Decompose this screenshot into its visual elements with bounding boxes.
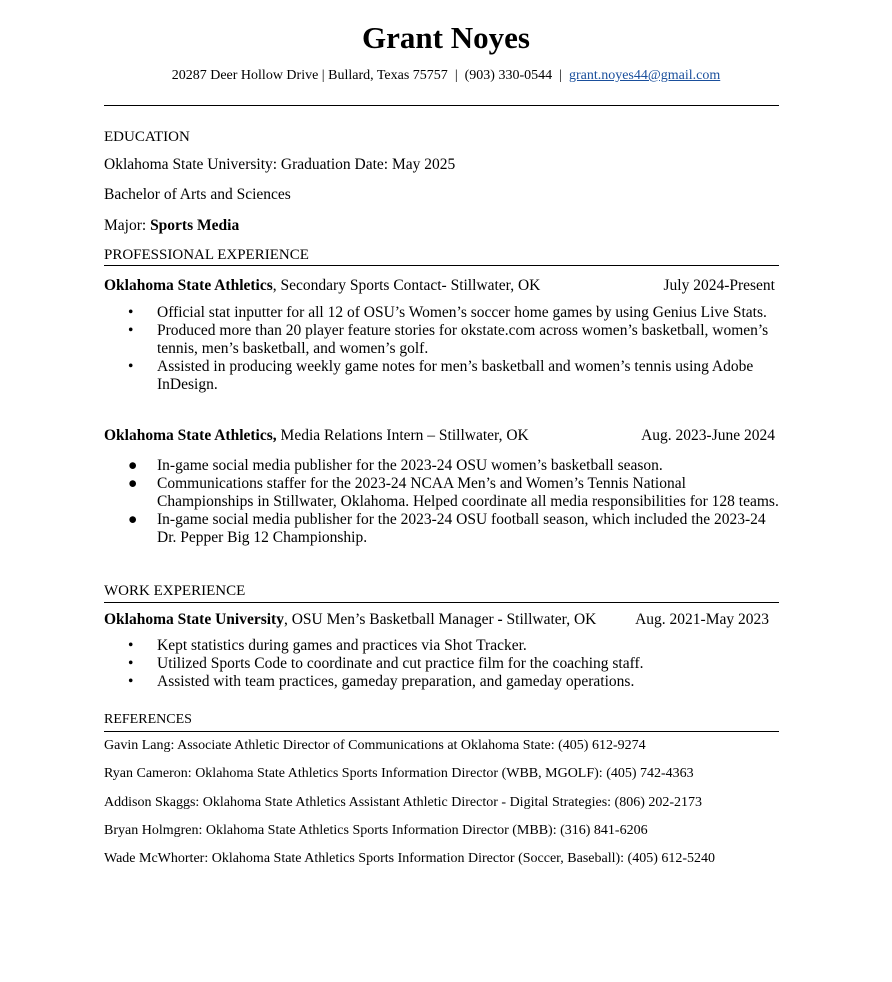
references-divider [104, 731, 779, 732]
job-org: Oklahoma State Athletics [104, 277, 273, 294]
list-item: • Utilized Sports Code to coordinate and cut practice film for the coaching staff. [128, 655, 644, 672]
job-org: Oklahoma State Athletics, [104, 427, 277, 444]
bullet-marker: ● [128, 511, 138, 528]
list-item: • Assisted in producing weekly game notes for men’s basketball and women’s tennis using Adobe InDesign. [128, 358, 754, 393]
bullet-marker: • [128, 358, 134, 375]
job-location: Stillwater, OK [506, 611, 597, 628]
job-bullets [128, 304, 780, 394]
job-role: , OSU Men’s Basketball Manager [283, 611, 494, 628]
address: 20287 Deer Hollow Drive | Bullard, Texas 75757 [171, 68, 448, 83]
bullet-marker: • [128, 637, 134, 654]
list-item: • Assisted with team practices, gameday preparation, and gameday operations. [128, 673, 635, 690]
education-title: EDUCATION [104, 129, 190, 145]
major-value: Sports Media [150, 217, 240, 234]
job-org: Oklahoma State University [104, 611, 284, 628]
bullet-marker: ● [128, 457, 138, 474]
contact-line [0, 67, 892, 85]
reference-item: Wade McWhorter: Oklahoma State Athletics Sports Information Director (Soccer, Baseball): (405) 612-5240 [104, 851, 716, 866]
phone: (903) 330-0544 [464, 68, 553, 83]
list-item: ● Communications staffer for the 2023-24 NCAA Men’s and Women’s Tennis National Championships in Stillwater, Oklahoma. Helped coordinate all media responsibilities for 128 teams. [128, 475, 779, 510]
separator: | [454, 68, 458, 83]
reference-item: Ryan Cameron: Oklahoma State Athletics Sports Information Director (WBB, MGOLF): (405) 742-4363 [104, 766, 694, 781]
job-bullets [128, 457, 780, 547]
job-heading [104, 426, 777, 445]
major-label: Major: [104, 217, 147, 234]
bullet-marker: • [128, 322, 134, 339]
list-item: • Official stat inputter for all 12 of OSU’s Women’s soccer home games by using Genius Live Stats. [128, 304, 767, 321]
bullet-marker: ● [128, 475, 138, 492]
candidate-name: Grant Noyes [362, 20, 530, 55]
list-item: ● In-game social media publisher for the 2023-24 OSU football season, which included the 2023-24 Dr. Pepper Big 12 Championship. [128, 511, 766, 546]
work-title: WORK EXPERIENCE [104, 583, 246, 599]
job-role: Media Relations Intern – Stillwater, OK [276, 427, 529, 444]
job-date: Aug. 2021-May 2023 [635, 611, 769, 628]
job-date: July 2024-Present [663, 277, 775, 294]
education-major [104, 216, 239, 235]
job-bullets [128, 637, 780, 691]
job-heading: Oklahoma State University, OSU Men’s Basketball Manager - Stillwater, OK Aug. 2021-May 2023 [104, 611, 769, 628]
professional-divider [104, 265, 779, 266]
education-school: Oklahoma State University: Graduation Date: May 2025 [104, 156, 456, 173]
list-item: ● In-game social media publisher for the 2023-24 OSU women’s basketball season. [128, 457, 663, 474]
header-divider [104, 105, 779, 106]
job-date: Aug. 2023-June 2024 [641, 427, 775, 444]
bullet-marker: • [128, 304, 134, 321]
references-title: REFERENCES [104, 712, 192, 727]
education-degree: Bachelor of Arts and Sciences [104, 186, 291, 203]
professional-title: PROFESSIONAL EXPERIENCE [104, 247, 309, 263]
reference-item: Bryan Holmgren: Oklahoma State Athletics Sports Information Director (MBB): (316) 841-6206 [104, 823, 648, 838]
bullet-marker: • [128, 673, 134, 690]
bullet-marker: • [128, 655, 134, 672]
reference-item: Gavin Lang: Associate Athletic Director of Communications at Oklahoma State: (405) 612-9274 [104, 738, 646, 753]
job-role: , Secondary Sports Contact- Stillwater, OK [272, 277, 541, 294]
list-item: • Kept statistics during games and practices via Shot Tracker. [128, 637, 527, 654]
work-divider [104, 602, 779, 603]
email-link[interactable]: grant.noyes44@gmail.com [568, 68, 721, 83]
list-item: • Produced more than 20 player feature stories for okstate.com across women’s basketball, women’s tennis, men’s basketball, and women’s golf. [128, 322, 769, 357]
job-heading [104, 276, 777, 295]
reference-item: Addison Skaggs: Oklahoma State Athletics Assistant Athletic Director - Digital Strategies: (806) 202-2173 [104, 795, 703, 810]
separator: | [559, 68, 562, 83]
